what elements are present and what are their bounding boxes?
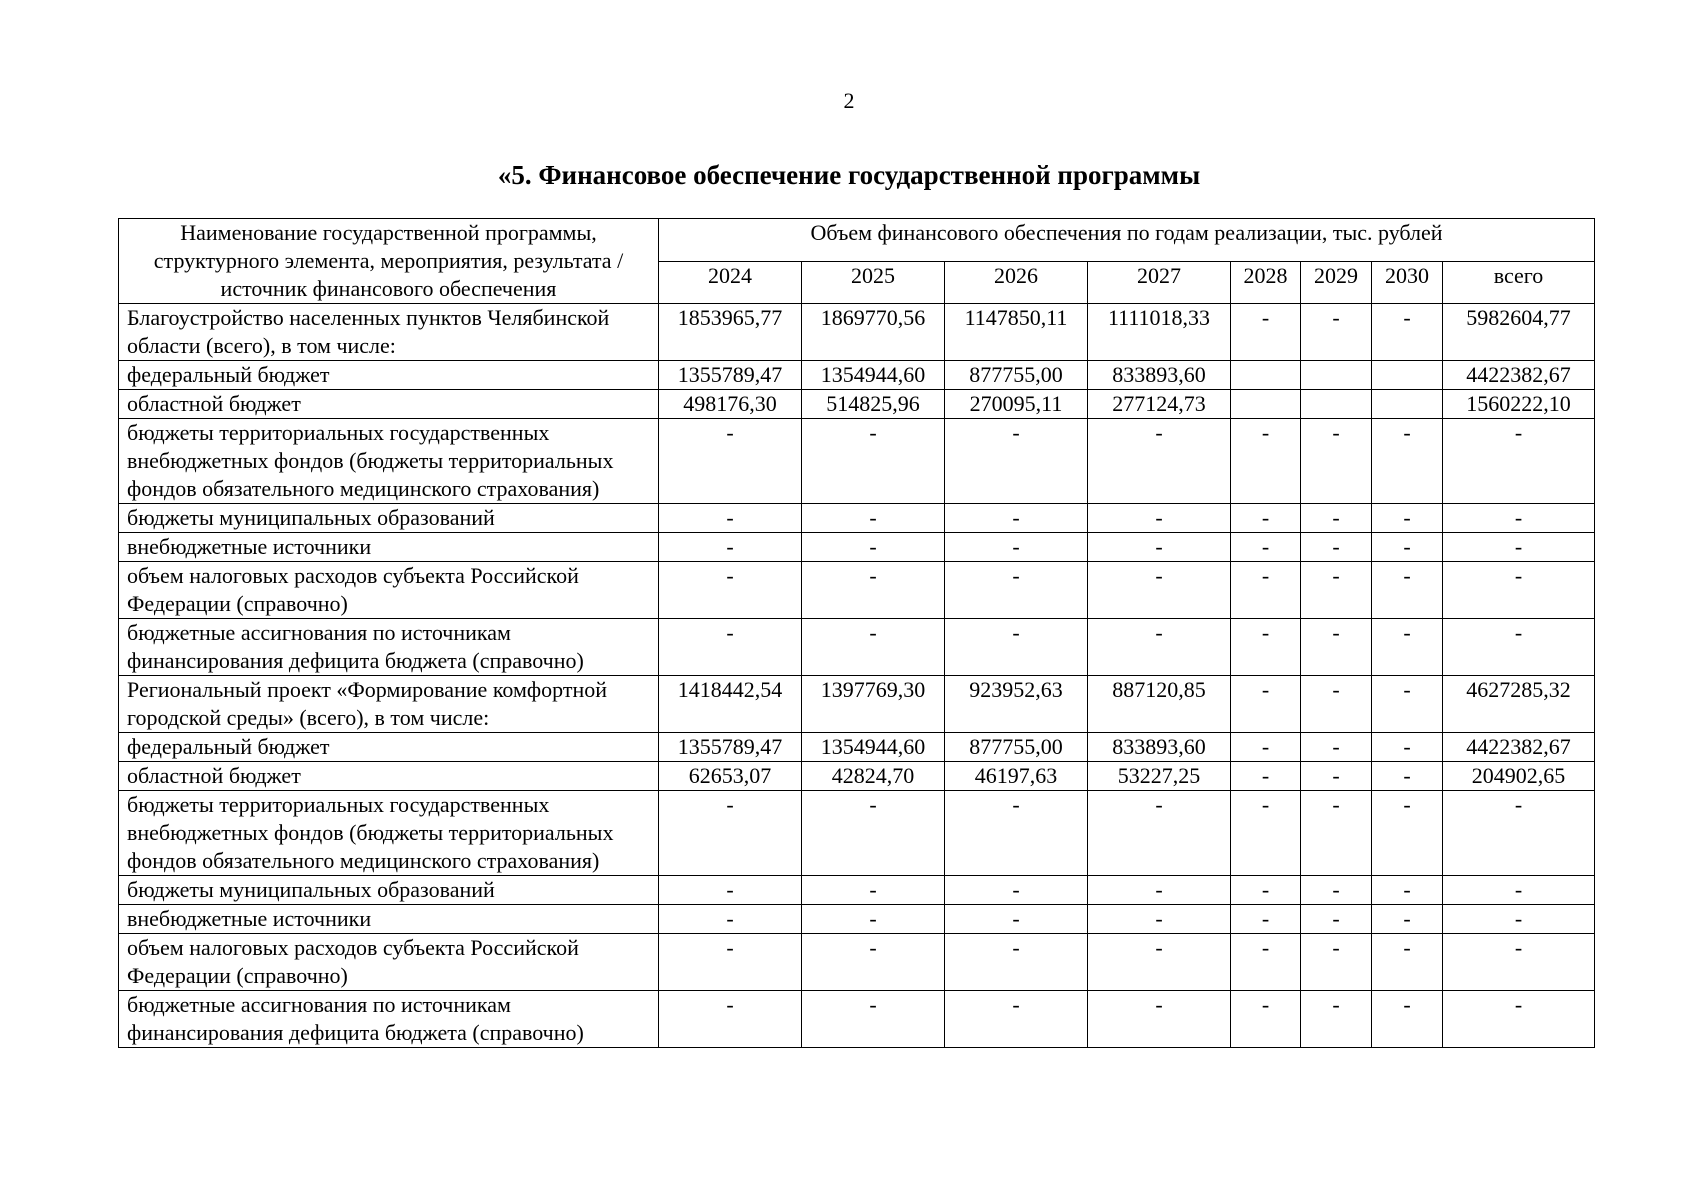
value-cell: 1397769,30 <box>802 676 945 733</box>
table-row <box>119 504 1595 533</box>
value-cell: 1355789,47 <box>659 733 802 762</box>
value-cell: - <box>1372 619 1443 676</box>
value-cell: - <box>1443 791 1595 876</box>
value-cell <box>1372 361 1443 390</box>
value-cell: - <box>659 533 802 562</box>
value-cell: - <box>659 619 802 676</box>
value-cell: - <box>1088 876 1231 905</box>
value-cell: - <box>1443 533 1595 562</box>
value-cell: 1418442,54 <box>659 676 802 733</box>
value-cell: - <box>945 991 1088 1048</box>
table-header <box>119 219 1595 304</box>
value-cell: - <box>1231 419 1301 504</box>
year-header: 2024 <box>659 261 802 304</box>
value-cell: 833893,60 <box>1088 361 1231 390</box>
value-cell: - <box>1088 905 1231 934</box>
value-cell: - <box>802 619 945 676</box>
value-cell: - <box>802 791 945 876</box>
page-number: 2 <box>843 88 855 113</box>
value-cell: - <box>1088 619 1231 676</box>
value-cell: - <box>659 504 802 533</box>
table-row <box>119 533 1595 562</box>
value-cell: 1560222,10 <box>1443 390 1595 419</box>
value-cell <box>1372 390 1443 419</box>
value-cell: - <box>1301 562 1372 619</box>
value-cell: - <box>1231 304 1301 361</box>
value-cell: - <box>945 934 1088 991</box>
value-cell: - <box>1443 991 1595 1048</box>
value-cell: - <box>1372 733 1443 762</box>
value-cell: - <box>1088 991 1231 1048</box>
value-cell: - <box>1443 934 1595 991</box>
value-cell: - <box>1301 934 1372 991</box>
value-cell: 1869770,56 <box>802 304 945 361</box>
row-name-cell: федеральный бюджет <box>119 733 659 762</box>
section-title: «5. Финансовое обеспечение государственной программы <box>497 160 1201 190</box>
row-name-cell: бюджеты территориальных государственных внебюджетных фондов (бюджеты территориальных фондов обязательного медицинского страхования) <box>119 791 659 876</box>
row-name-cell: федеральный бюджет <box>119 361 659 390</box>
value-cell: - <box>659 791 802 876</box>
table-row <box>119 390 1595 419</box>
table-row <box>119 676 1595 733</box>
table-row <box>119 905 1595 934</box>
year-header: 2026 <box>945 261 1088 304</box>
value-cell <box>1231 390 1301 419</box>
value-cell: 42824,70 <box>802 762 945 791</box>
table-row <box>119 762 1595 791</box>
value-cell: - <box>1231 791 1301 876</box>
value-cell: - <box>802 876 945 905</box>
value-cell: - <box>1372 533 1443 562</box>
value-cell <box>1301 390 1372 419</box>
row-name-cell: бюджеты муниципальных образований <box>119 876 659 905</box>
year-header: 2028 <box>1231 261 1301 304</box>
value-cell: - <box>1443 905 1595 934</box>
value-cell: - <box>1301 791 1372 876</box>
value-cell: 4627285,32 <box>1443 676 1595 733</box>
row-name-cell: Региональный проект «Формирование комфортной городской среды» (всего), в том числе: <box>119 676 659 733</box>
value-cell: - <box>1231 562 1301 619</box>
value-cell: - <box>1231 533 1301 562</box>
value-cell: - <box>802 934 945 991</box>
value-cell: - <box>1301 533 1372 562</box>
value-cell: - <box>1443 619 1595 676</box>
value-cell: 270095,11 <box>945 390 1088 419</box>
value-cell: - <box>1301 619 1372 676</box>
value-cell: 877755,00 <box>945 733 1088 762</box>
value-cell: - <box>945 562 1088 619</box>
value-cell: - <box>802 504 945 533</box>
table-body <box>119 304 1595 1048</box>
value-cell: - <box>802 905 945 934</box>
row-name-cell: внебюджетные источники <box>119 905 659 934</box>
value-cell: 923952,63 <box>945 676 1088 733</box>
value-cell: - <box>1443 504 1595 533</box>
value-cell: - <box>1088 934 1231 991</box>
value-cell: - <box>1088 504 1231 533</box>
value-cell: - <box>1301 676 1372 733</box>
row-name-cell: бюджеты муниципальных образований <box>119 504 659 533</box>
value-cell: - <box>1231 934 1301 991</box>
value-cell: - <box>1301 304 1372 361</box>
value-cell: 62653,07 <box>659 762 802 791</box>
financing-table <box>118 218 1595 1048</box>
value-cell: - <box>1443 419 1595 504</box>
value-cell: - <box>1372 676 1443 733</box>
value-cell: - <box>945 533 1088 562</box>
value-cell: - <box>945 791 1088 876</box>
value-cell: - <box>1301 991 1372 1048</box>
value-cell: 877755,00 <box>945 361 1088 390</box>
value-cell: - <box>1088 419 1231 504</box>
value-cell: - <box>659 876 802 905</box>
value-cell: 53227,25 <box>1088 762 1231 791</box>
value-cell: 5982604,77 <box>1443 304 1595 361</box>
value-cell: 4422382,67 <box>1443 733 1595 762</box>
table-row <box>119 361 1595 390</box>
value-cell: - <box>1301 876 1372 905</box>
value-cell: - <box>1372 876 1443 905</box>
value-cell: - <box>659 905 802 934</box>
value-cell: - <box>659 562 802 619</box>
value-cell: - <box>1372 934 1443 991</box>
value-cell: - <box>1301 504 1372 533</box>
value-cell: - <box>1231 504 1301 533</box>
value-cell: - <box>659 991 802 1048</box>
value-cell: - <box>1301 733 1372 762</box>
table-row <box>119 934 1595 991</box>
value-cell: - <box>945 876 1088 905</box>
year-header: 2027 <box>1088 261 1231 304</box>
table-row <box>119 619 1595 676</box>
value-cell: 833893,60 <box>1088 733 1231 762</box>
row-name-cell: бюджетные ассигнования по источникам финансирования дефицита бюджета (справочно) <box>119 619 659 676</box>
value-cell: 498176,30 <box>659 390 802 419</box>
value-cell: - <box>945 619 1088 676</box>
value-cell: - <box>1372 762 1443 791</box>
value-cell: - <box>802 562 945 619</box>
value-cell: - <box>1443 562 1595 619</box>
table-row <box>119 733 1595 762</box>
value-cell: - <box>802 991 945 1048</box>
row-name-cell: внебюджетные источники <box>119 533 659 562</box>
value-cell: 1355789,47 <box>659 361 802 390</box>
table-row <box>119 876 1595 905</box>
value-cell: - <box>1301 419 1372 504</box>
value-cell: - <box>1231 619 1301 676</box>
value-cell: 1354944,60 <box>802 733 945 762</box>
value-cell: - <box>1372 304 1443 361</box>
table-row <box>119 562 1595 619</box>
value-cell: - <box>1372 991 1443 1048</box>
row-name-cell: областной бюджет <box>119 762 659 791</box>
year-header: 2030 <box>1372 261 1443 304</box>
value-cell: - <box>1231 733 1301 762</box>
value-cell: 1354944,60 <box>802 361 945 390</box>
row-name-cell: объем налоговых расходов субъекта Российской Федерации (справочно) <box>119 934 659 991</box>
year-header: 2025 <box>802 261 945 304</box>
value-cell: - <box>659 419 802 504</box>
value-cell: - <box>1231 762 1301 791</box>
value-cell: - <box>1372 791 1443 876</box>
table-row <box>119 419 1595 504</box>
value-cell: 46197,63 <box>945 762 1088 791</box>
value-cell: - <box>945 905 1088 934</box>
value-cell: 4422382,67 <box>1443 361 1595 390</box>
value-cell: - <box>1088 562 1231 619</box>
row-name-cell: Благоустройство населенных пунктов Челябинской области (всего), в том числе: <box>119 304 659 361</box>
value-cell: - <box>1231 676 1301 733</box>
table-row <box>119 991 1595 1048</box>
value-cell: - <box>1231 905 1301 934</box>
value-cell: - <box>945 504 1088 533</box>
value-cell: - <box>1088 533 1231 562</box>
table-row <box>119 304 1595 361</box>
funding-group-header: Объем финансового обеспечения по годам реализации, тыс. рублей <box>659 219 1595 262</box>
value-cell: 1853965,77 <box>659 304 802 361</box>
value-cell: - <box>1231 876 1301 905</box>
value-cell: - <box>802 533 945 562</box>
value-cell: - <box>1301 762 1372 791</box>
row-name-cell: бюджетные ассигнования по источникам финансирования дефицита бюджета (справочно) <box>119 991 659 1048</box>
value-cell: - <box>1443 876 1595 905</box>
row-name-cell: бюджеты территориальных государственных внебюджетных фондов (бюджеты территориальных фондов обязательного медицинского страхования) <box>119 419 659 504</box>
value-cell: - <box>802 419 945 504</box>
value-cell: 514825,96 <box>802 390 945 419</box>
value-cell: - <box>1372 905 1443 934</box>
value-cell: 887120,85 <box>1088 676 1231 733</box>
value-cell: - <box>1088 791 1231 876</box>
value-cell: - <box>1372 504 1443 533</box>
row-name-cell: объем налоговых расходов субъекта Российской Федерации (справочно) <box>119 562 659 619</box>
year-header: 2029 <box>1301 261 1372 304</box>
value-cell: - <box>945 419 1088 504</box>
row-name-cell: областной бюджет <box>119 390 659 419</box>
value-cell: 1111018,33 <box>1088 304 1231 361</box>
value-cell: 277124,73 <box>1088 390 1231 419</box>
name-column-header: Наименование государственной программы, структурного элемента, мероприятия, результата / источник финансового обеспечения <box>119 219 659 304</box>
value-cell <box>1301 361 1372 390</box>
total-header: всего <box>1443 261 1595 304</box>
value-cell <box>1231 361 1301 390</box>
value-cell: 1147850,11 <box>945 304 1088 361</box>
value-cell: - <box>1372 419 1443 504</box>
value-cell: 204902,65 <box>1443 762 1595 791</box>
value-cell: - <box>1301 905 1372 934</box>
value-cell: - <box>659 934 802 991</box>
value-cell: - <box>1372 562 1443 619</box>
table-row <box>119 791 1595 876</box>
value-cell: - <box>1231 991 1301 1048</box>
